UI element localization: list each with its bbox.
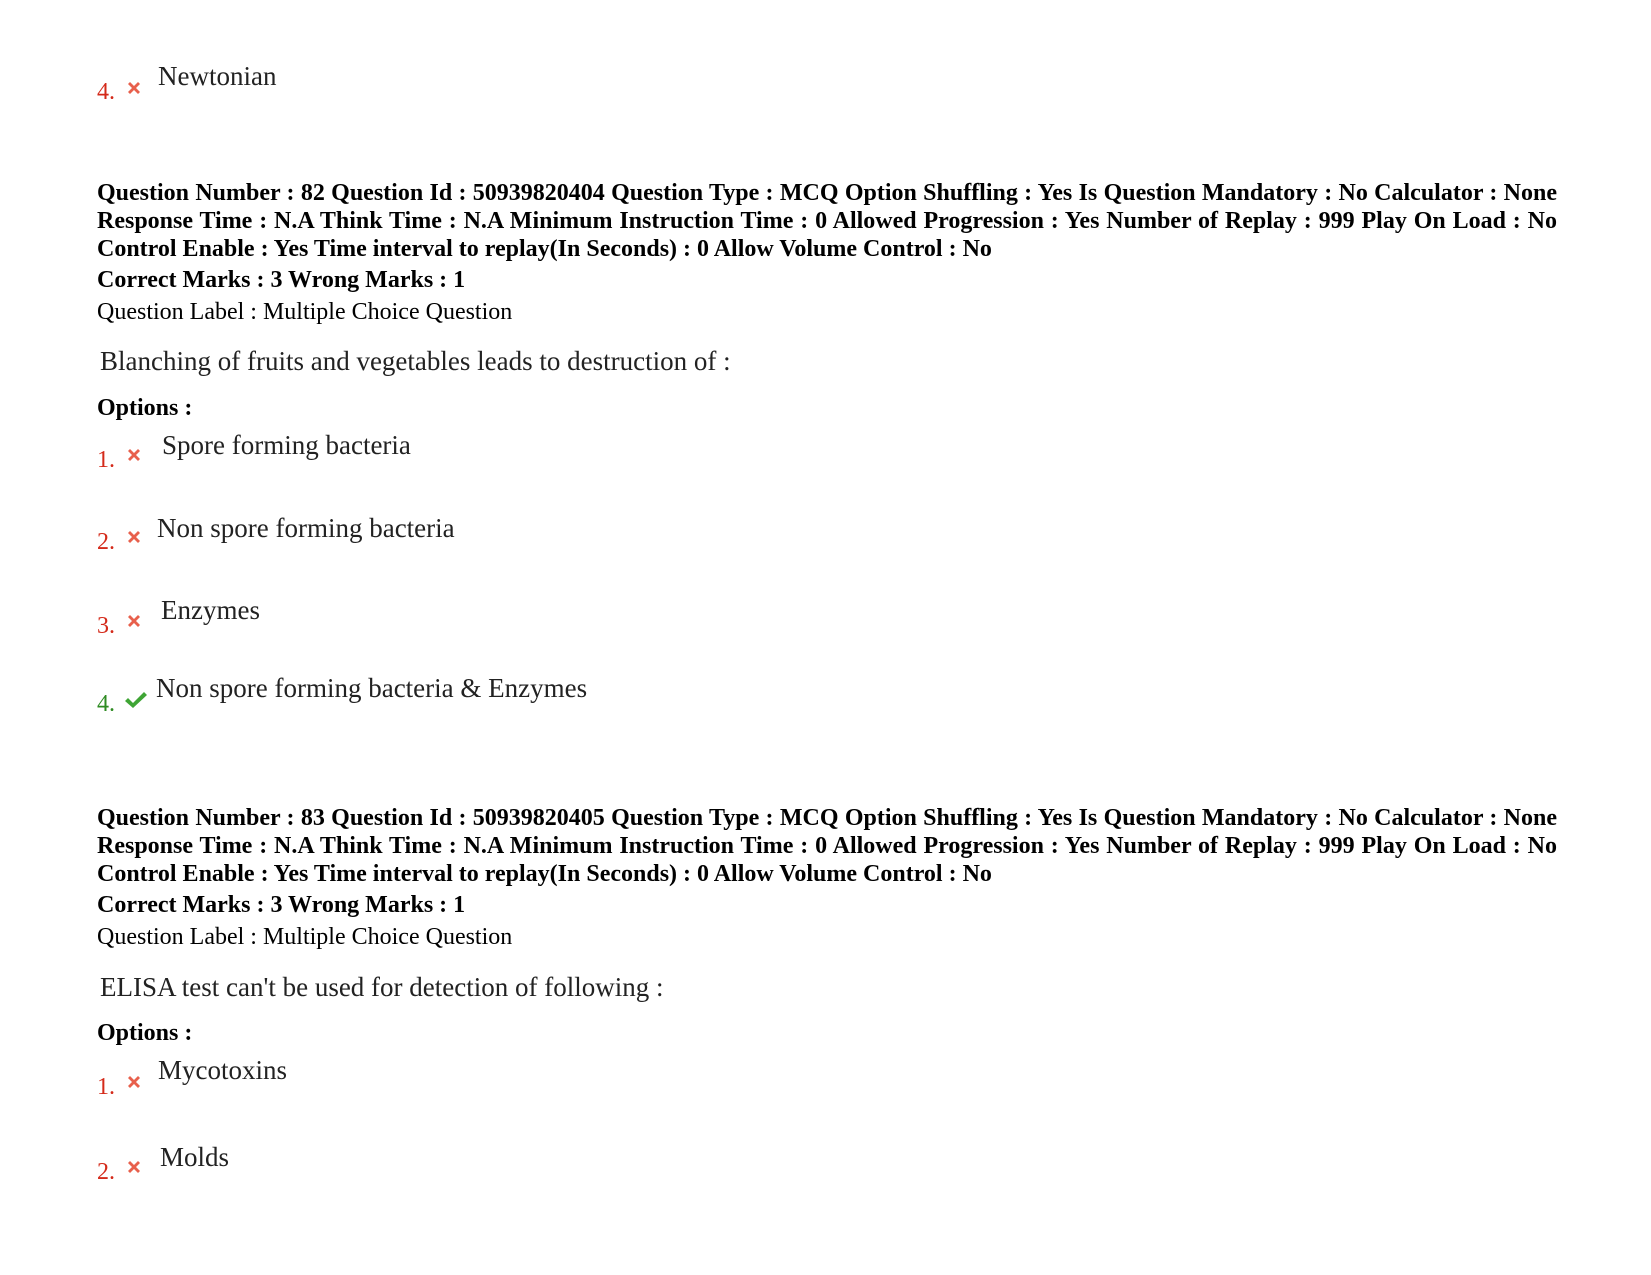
cross-icon [125, 612, 143, 630]
option-text: Non spore forming bacteria [157, 513, 455, 543]
option-text: Non spore forming bacteria & Enzymes [156, 673, 588, 703]
option-number: 3. [97, 613, 115, 639]
question-marks: Correct Marks : 3 Wrong Marks : 1 [97, 892, 466, 918]
question-text: ELISA test can't be used for detection of following : [100, 972, 664, 1002]
option-text: Molds [160, 1142, 230, 1172]
option-text: Spore forming bacteria [162, 430, 411, 460]
option-number: 4. [97, 691, 115, 717]
option-number: 1. [97, 447, 115, 473]
option-number: 1. [97, 1074, 115, 1100]
question-label: Question Label : Multiple Choice Question [97, 299, 513, 325]
question-text: Blanching of fruits and vegetables leads to destruction of : [100, 346, 731, 376]
cross-icon [125, 528, 143, 546]
option-number: 2. [97, 1159, 115, 1185]
question-meta: Question Number : 82 Question Id : 50939820404 Question Type : MCQ Option Shuffling : Yes Is Question Mandatory : No Calculator : None Response Time : N.A Think Time : N.A Minimum Instruction Time : 0 Allowed Progression : Yes Number of Replay : 999 Play On Load : No Control Enable : Yes Time interval to replay(In Seconds) : 0 Allow Volume Control : No [97, 180, 1557, 262]
cross-icon [125, 446, 143, 464]
question-label: Question Label : Multiple Choice Question [97, 924, 513, 950]
option-number: 2. [97, 529, 115, 555]
cross-icon [125, 1073, 143, 1091]
option-number: 4. [97, 79, 115, 105]
option-text: Enzymes [161, 595, 260, 625]
option-text: Mycotoxins [158, 1055, 288, 1085]
options-heading: Options : [97, 395, 193, 421]
cross-icon [125, 1158, 143, 1176]
question-meta: Question Number : 83 Question Id : 50939820405 Question Type : MCQ Option Shuffling : Yes Is Question Mandatory : No Calculator : None Response Time : N.A Think Time : N.A Minimum Instruction Time : 0 Allowed Progression : Yes Number of Replay : 999 Play On Load : No Control Enable : Yes Time interval to replay(In Seconds) : 0 Allow Volume Control : No [97, 805, 1557, 887]
option-text: Newtonian [158, 61, 277, 91]
options-heading: Options : [97, 1020, 193, 1046]
check-icon [124, 691, 148, 709]
question-marks: Correct Marks : 3 Wrong Marks : 1 [97, 267, 466, 293]
cross-icon [125, 79, 143, 97]
